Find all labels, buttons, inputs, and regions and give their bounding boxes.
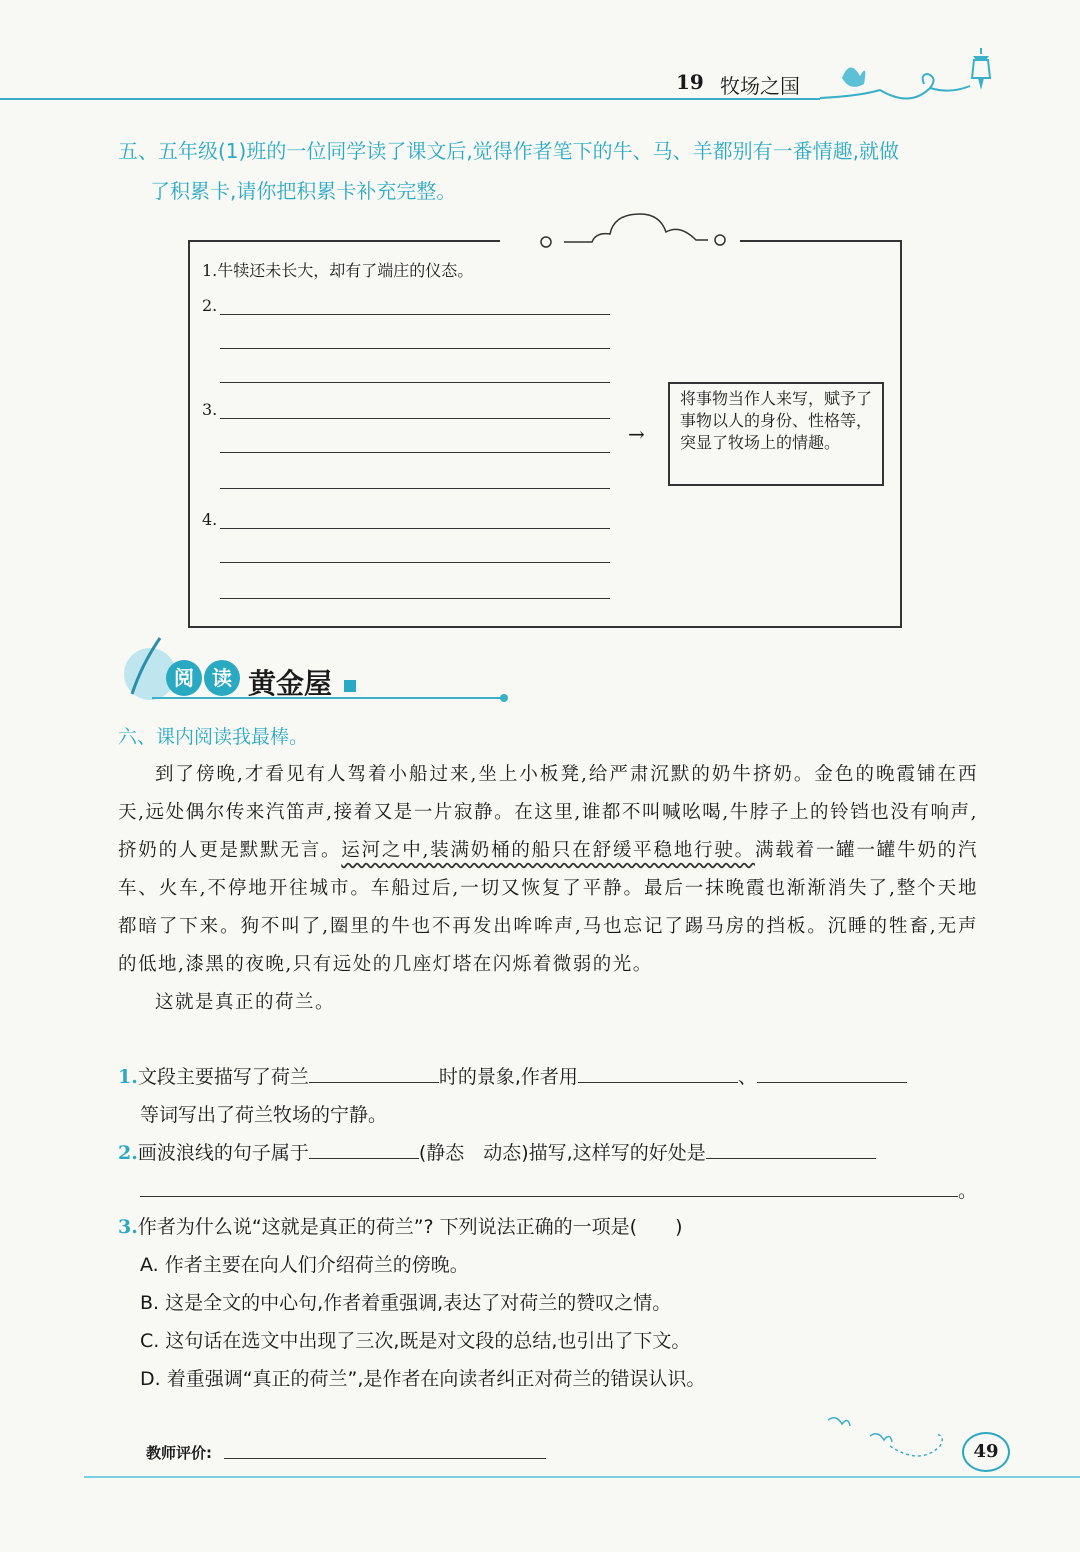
question-text: 时的景象,作者用	[438, 1066, 578, 1088]
answer-blank[interactable]	[309, 1058, 439, 1083]
footer-rule	[84, 1476, 1080, 1478]
question-number: 2.	[118, 1142, 138, 1164]
card-item-4-label: 4.	[202, 510, 218, 529]
question-text: 、	[737, 1066, 757, 1088]
option-b[interactable]: B. 这是全文的中心句,作者着重强调,表达了对荷兰的赞叹之情。	[140, 1292, 672, 1314]
question-text: 画波浪线的句子属于	[137, 1142, 309, 1164]
question5-prompt	[118, 131, 978, 211]
title-square-icon	[344, 680, 356, 692]
card-item-1: 1.牛犊还未长大，却有了端庄的仪态。	[202, 261, 474, 280]
badge-read-2: 读	[204, 660, 240, 696]
header-rule	[0, 98, 820, 100]
answer-blank[interactable]	[706, 1134, 876, 1159]
question-text: 等词写出了荷兰牧场的宁静。	[140, 1104, 388, 1126]
reading-passage	[118, 756, 978, 1022]
page-number: 49	[962, 1432, 1010, 1472]
question-number: 3.	[118, 1216, 138, 1238]
teacher-eval-line[interactable]	[224, 1458, 546, 1459]
question6-1	[118, 1058, 978, 1134]
question-text: 作者为什么说“这就是真正的荷兰”? 下列说法正确的一项是( )	[137, 1216, 683, 1238]
answer-blank[interactable]	[140, 1172, 958, 1197]
answer-line[interactable]	[220, 418, 610, 419]
passage-text: 到了傍晚,才看见有人驾着小船过来,坐上小板凳,给严肃沉默的奶牛挤奶。金色的晚霞铺在西天,远处偶尔传来汽笛声,接着又是一片寂静。在这里,谁都不叫喊吆喝,牛脖子上的铃铛也没有响声,挤奶的人更是默默无言。	[118, 764, 978, 861]
question6-heading: 六、课内阅读我最棒。	[118, 726, 309, 748]
bird-icon	[820, 1410, 960, 1470]
question-number: 1.	[118, 1066, 138, 1088]
lesson-title: 牧场之国	[720, 74, 800, 98]
answer-line[interactable]	[220, 528, 610, 529]
option-d[interactable]: D. 着重强调“真正的荷兰”,是作者在向读者纠正对荷兰的错误认识。	[140, 1368, 706, 1390]
answer-line[interactable]	[220, 562, 610, 563]
answer-line[interactable]	[220, 382, 610, 383]
passage-paragraph-2: 这就是真正的荷兰。	[155, 992, 336, 1013]
question6-3	[118, 1208, 998, 1398]
card-item-3-label: 3.	[202, 400, 218, 419]
option-c[interactable]: C. 这句话在选文中出现了三次,既是对文段的总结,也引出了下文。	[140, 1330, 691, 1352]
cloud-icon	[500, 206, 740, 252]
arrow-icon: →	[628, 422, 645, 446]
wavy-underlined-sentence: 运河之中,装满奶桶的船只在舒缓平稳地行驶。	[341, 840, 755, 861]
answer-blank[interactable]	[757, 1058, 907, 1083]
answer-blank[interactable]	[309, 1134, 419, 1159]
badge-read-1: 阅	[166, 660, 202, 696]
answer-line[interactable]	[220, 348, 610, 349]
answer-blank[interactable]	[578, 1058, 738, 1083]
lesson-number: 19	[676, 70, 704, 94]
section-title: 黄金屋	[248, 667, 333, 700]
teacher-eval-label: 教师评价:	[146, 1444, 212, 1462]
option-a[interactable]: A. 作者主要在向人们介绍荷兰的傍晚。	[140, 1254, 469, 1276]
rhetoric-note: 将事物当作人来写，赋予了事物以人的身份、性格等，突显了牧场上的情趣。	[668, 382, 884, 486]
question-text: (静态 动态)描写,这样写的好处是	[418, 1142, 706, 1164]
answer-line[interactable]	[220, 488, 610, 489]
question5-line1: 五、五年级(1)班的一位同学读了课文后,觉得作者笔下的牛、马、羊都别有一番情趣,就做	[118, 139, 900, 163]
passage-text: 满载着一罐一罐牛奶的汽车、火车,不停地开往城市。车船过后,一切又恢复了平静。最后一抹晚霞也渐渐消失了,整个天地都暗了下来。狗不叫了,圈里的牛也不再发出哞哞声,马也忘记了踢马房的挡板。沉睡的牲畜,无声的低地,漆黑的夜晚,只有远处的几座灯塔在闪烁着微弱的光。	[118, 840, 978, 975]
answer-line[interactable]	[220, 314, 610, 315]
question6-2	[118, 1134, 978, 1210]
lantern-icon	[966, 46, 996, 96]
card-item-2-label: 2.	[202, 296, 218, 315]
question-text: 文段主要描写了荷兰	[137, 1066, 309, 1088]
answer-line[interactable]	[220, 598, 610, 599]
passage-paragraph-1	[118, 756, 978, 984]
answer-line[interactable]	[220, 452, 610, 453]
question5-line2: 了积累卡,请你把积累卡补充完整。	[150, 179, 457, 203]
question-text: 。	[958, 1180, 978, 1202]
